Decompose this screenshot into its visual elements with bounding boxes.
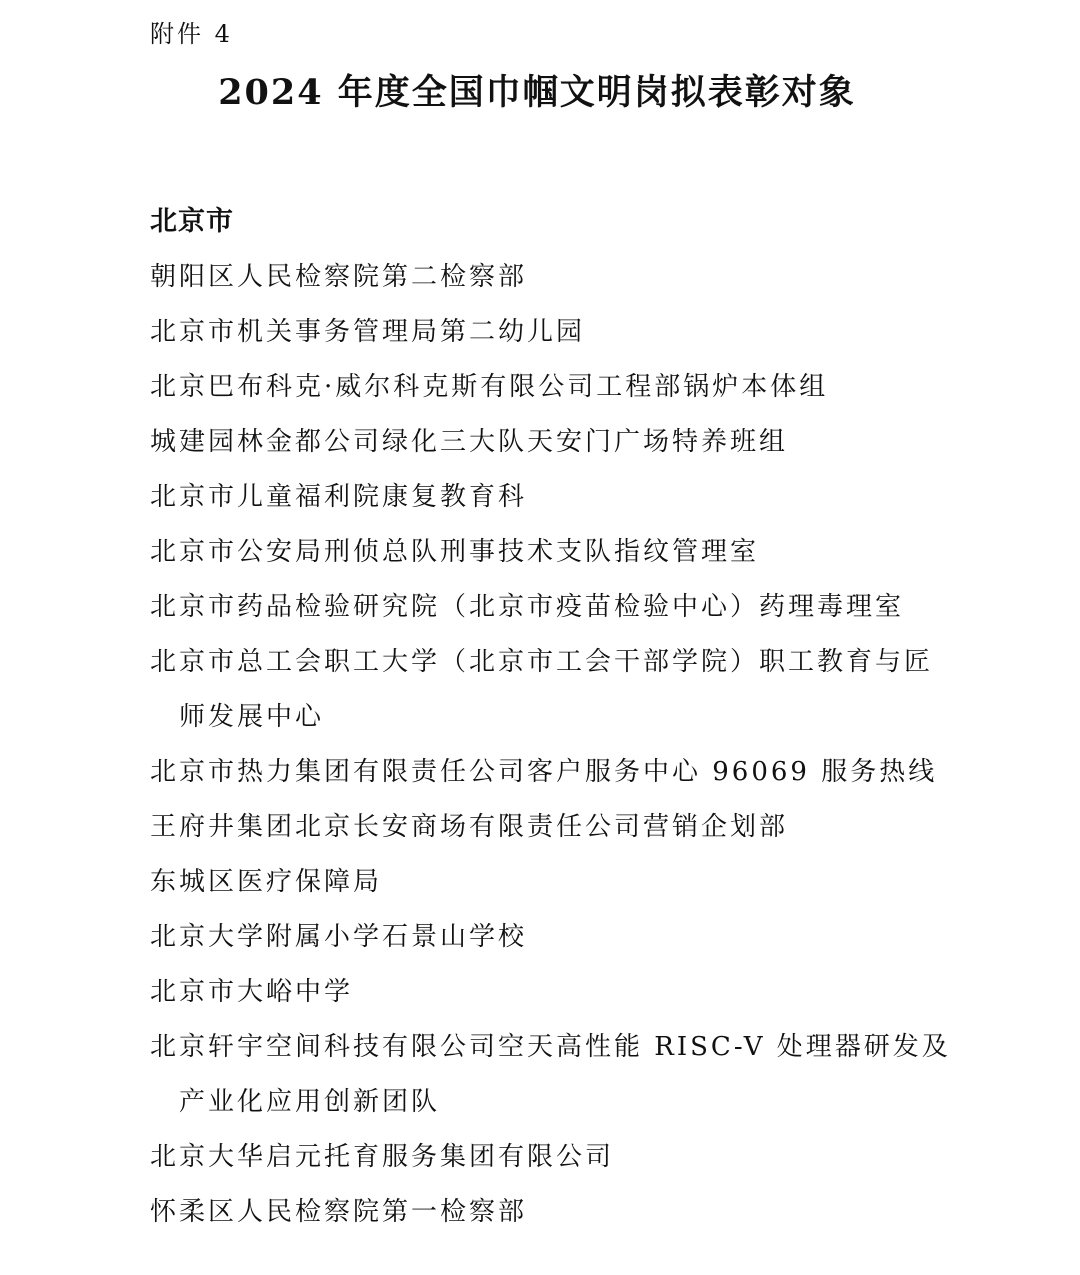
list-item-text: 北京市机关事务管理局第二幼儿园 xyxy=(150,317,586,347)
list-item-text: 北京市总工会职工大学（北京市工会干部学院）职工教育与匠 xyxy=(150,647,934,677)
list-item xyxy=(150,475,950,519)
list-item-text: 城建园林金都公司绿化三大队天安门广场特养班组 xyxy=(150,427,789,457)
list-item xyxy=(150,255,950,299)
list-item-text: 北京市儿童福利院康复教育科 xyxy=(150,482,528,512)
attachment-label: 附件 4 xyxy=(150,20,233,48)
list-item xyxy=(150,585,950,629)
list-item-text: 北京市药品检验研究院（北京市疫苗检验中心）药理毒理室 xyxy=(150,592,905,622)
honoree-list xyxy=(150,255,950,1245)
document-title: 2024 年度全国巾帼文明岗拟表彰对象 xyxy=(218,72,856,113)
list-item-text: 王府井集团北京长安商场有限责任公司营销企划部 xyxy=(150,812,789,842)
list-item xyxy=(150,365,950,409)
list-item xyxy=(150,310,950,354)
region-heading: 北京市 xyxy=(150,206,234,237)
list-item-continuation: 产业化应用创新团队 xyxy=(179,1087,441,1117)
list-item-text: 北京市热力集团有限责任公司客户服务中心 96069 服务热线 xyxy=(150,757,938,787)
list-item xyxy=(150,750,950,794)
list-item xyxy=(150,805,950,849)
list-item xyxy=(150,915,950,959)
list-item xyxy=(150,530,950,574)
list-item xyxy=(150,1135,950,1179)
list-item-text: 北京轩宇空间科技有限公司空天高性能 RISC-V 处理器研发及 xyxy=(150,1032,951,1062)
list-item-text: 北京大学附属小学石景山学校 xyxy=(150,922,528,952)
list-item-text: 朝阳区人民检察院第二检察部 xyxy=(150,262,528,292)
list-item xyxy=(150,1025,950,1124)
list-item-text: 北京巴布科克·威尔科克斯有限公司工程部锅炉本体组 xyxy=(150,372,829,402)
list-item-text: 北京大华启元托育服务集团有限公司 xyxy=(150,1142,615,1172)
list-item-text: 怀柔区人民检察院第一检察部 xyxy=(150,1197,528,1227)
list-item xyxy=(150,1190,950,1234)
list-item-text: 东城区医疗保障局 xyxy=(150,867,383,897)
list-item xyxy=(150,860,950,904)
list-item-text: 北京市大峪中学 xyxy=(150,977,354,1007)
list-item-continuation: 师发展中心 xyxy=(179,702,325,732)
list-item xyxy=(150,970,950,1014)
list-item xyxy=(150,420,950,464)
list-item xyxy=(150,640,950,739)
list-item-text: 北京市公安局刑侦总队刑事技术支队指纹管理室 xyxy=(150,537,760,567)
